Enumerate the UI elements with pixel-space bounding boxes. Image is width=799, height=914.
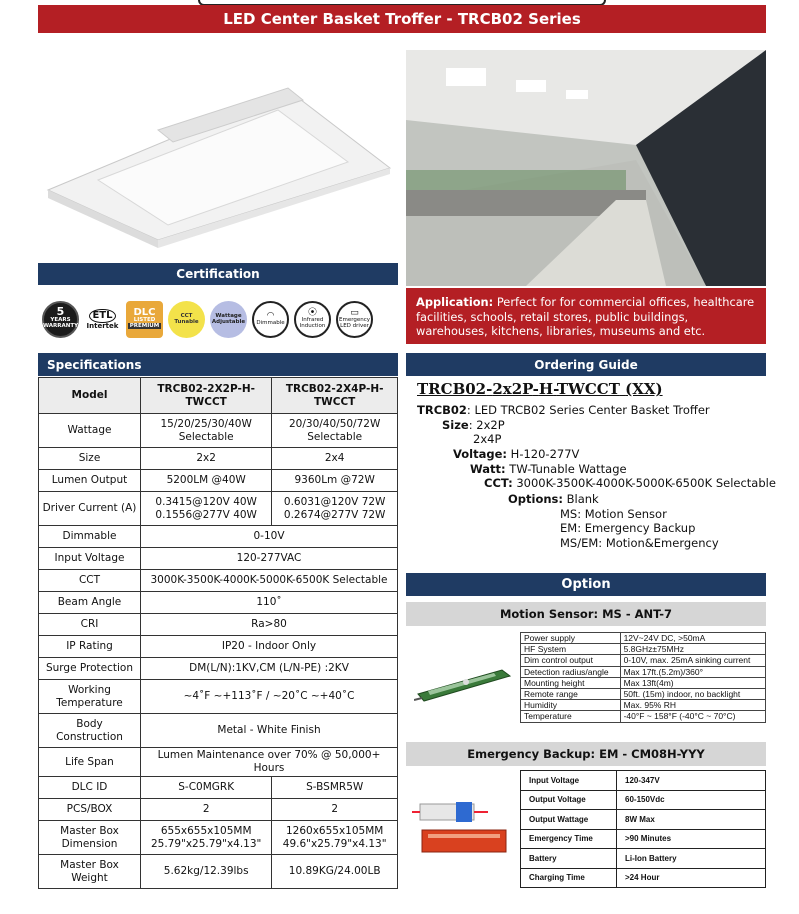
table-cell: Metal - White Finish xyxy=(141,714,398,748)
table-cell: Master Box Weight xyxy=(39,855,141,889)
table-row xyxy=(39,614,398,636)
table-row xyxy=(39,526,398,548)
table-cell: HF System xyxy=(521,644,621,655)
table-cell: CCT xyxy=(39,570,141,592)
table-row xyxy=(39,777,398,799)
table-cell: 12V~24V DC, >50mA xyxy=(620,633,765,644)
specifications-table xyxy=(38,377,398,889)
options-line: Options: Blank xyxy=(508,492,599,506)
table-cell: -40°F ~ 158°F (-40°C ~ 70°C) xyxy=(620,711,765,722)
etl-icon: ETL Intertek xyxy=(84,301,121,338)
table-row xyxy=(521,810,766,830)
table-cell: PCS/BOX xyxy=(39,799,141,821)
table-cell: >90 Minutes xyxy=(617,829,766,849)
table-row xyxy=(521,711,766,722)
certification-badges xyxy=(42,297,398,341)
table-cell: Remote range xyxy=(521,688,621,699)
emergency-backup-image xyxy=(412,800,514,858)
table-row xyxy=(521,666,766,677)
options-line-msem: MS/EM: Motion&Emergency xyxy=(560,536,719,550)
table-row xyxy=(39,592,398,614)
table-cell: Surge Protection xyxy=(39,658,141,680)
table-row xyxy=(39,448,398,470)
table-cell: Beam Angle xyxy=(39,592,141,614)
table-row xyxy=(39,714,398,748)
motion-sensor-image xyxy=(414,664,512,704)
table-row xyxy=(521,868,766,888)
code-voltage: H xyxy=(538,380,554,398)
series-line: TRCB02: LED TRCB02 Series Center Basket Troffer xyxy=(417,403,710,417)
table-row xyxy=(521,655,766,666)
table-row xyxy=(39,470,398,492)
dimmable-icon: ◠ Dimmable xyxy=(252,301,289,338)
table-row xyxy=(521,790,766,810)
table-cell: 120-347V xyxy=(617,771,766,791)
emergency-backup-title: Emergency Backup: EM - CM08H-YYY xyxy=(406,742,766,766)
code-options: (XX) xyxy=(625,380,663,398)
watt-line: Watt: TW-Tunable Wattage xyxy=(470,462,627,476)
code-sep: - xyxy=(532,380,539,398)
table-cell: 0-10V, max. 25mA sinking current xyxy=(620,655,765,666)
table-cell: Mounting height xyxy=(521,677,621,688)
wattage-adjustable-icon: Wattage Adjustable xyxy=(210,301,247,338)
application-text: Perfect for for commercial offices, healthcare facilities, schools, retail stores, public buildings, warehouses, kitchens, libraries, museums and etc. xyxy=(416,295,755,338)
table-cell: Working Temperature xyxy=(39,680,141,714)
size-line-2: 2x4P xyxy=(473,432,502,446)
table-cell: IP20 - Indoor Only xyxy=(141,636,398,658)
table-cell: Max 13ft(4m) xyxy=(620,677,765,688)
product-image xyxy=(38,50,398,250)
table-cell: Max 17ft.(5.2m)/360° xyxy=(620,666,765,677)
table-cell: S-BSMR5W xyxy=(272,777,398,799)
table-cell: Dim control output xyxy=(521,655,621,666)
infrared-induction-icon: ⦿ Infrared Induction xyxy=(294,301,331,338)
table-cell: 0.6031@120V 72W 0.2674@277V 72W xyxy=(272,492,398,526)
motion-sensor-title: Motion Sensor: MS - ANT-7 xyxy=(406,602,766,626)
table-cell: Battery xyxy=(521,849,617,869)
table-row xyxy=(521,829,766,849)
table-cell: CRI xyxy=(39,614,141,636)
table-cell: 655x655x105MM 25.79"x25.79"x4.13" xyxy=(141,821,272,855)
table-cell: 10.89KG/24.00LB xyxy=(272,855,398,889)
option-header: Option xyxy=(406,573,766,596)
code-series: TRCB02 xyxy=(417,380,487,398)
table-cell: Life Span xyxy=(39,748,141,777)
table-cell: Output Wattage xyxy=(521,810,617,830)
table-cell: Output Voltage xyxy=(521,790,617,810)
table-cell: 0-10V xyxy=(141,526,398,548)
table-cell: 60-150Vdc xyxy=(617,790,766,810)
table-cell: Temperature xyxy=(521,711,621,722)
table-cell: Power supply xyxy=(521,633,621,644)
table-row xyxy=(39,636,398,658)
table-row xyxy=(521,849,766,869)
table-cell: 8W Max xyxy=(617,810,766,830)
table-row xyxy=(39,414,398,448)
dlc-icon: DLC LISTED PREMIUM xyxy=(126,301,163,338)
code-sep: - xyxy=(553,380,557,398)
table-row xyxy=(39,821,398,855)
table-row xyxy=(521,700,766,711)
table-cell: 3000K-3500K-4000K-5000K-6500K Selectable xyxy=(141,570,398,592)
specifications-header: Specifications xyxy=(38,353,398,376)
table-cell: Li-Ion Battery xyxy=(617,849,766,869)
table-cell: 120-277VAC xyxy=(141,548,398,570)
table-row xyxy=(521,633,766,644)
table-row xyxy=(39,658,398,680)
table-header-row xyxy=(39,378,398,414)
table-cell: DLC ID xyxy=(39,777,141,799)
table-row xyxy=(521,677,766,688)
table-cell: DM(L/N):1KV,CM (L/N-PE) :2KV xyxy=(141,658,398,680)
table-cell: 50ft. (15m) indoor, no backlight xyxy=(620,688,765,699)
code-sep: - xyxy=(486,380,493,398)
office-photo xyxy=(406,50,766,286)
table-cell: Input Voltage xyxy=(521,771,617,791)
code-watt-cct: TWCCT xyxy=(556,380,620,398)
table-cell: 5.8GHz±75MHz xyxy=(620,644,765,655)
application-label: Application: xyxy=(416,295,494,309)
motion-sensor-table xyxy=(520,632,766,723)
options-line-em: EM: Emergency Backup xyxy=(560,521,696,535)
table-cell: Humidity xyxy=(521,700,621,711)
table-cell: IP Rating xyxy=(39,636,141,658)
table-row xyxy=(521,771,766,791)
table-cell: 5200LM @40W xyxy=(141,470,272,492)
page-title: LED Center Basket Troffer - TRCB02 Series xyxy=(38,5,766,33)
emergency-backup-table xyxy=(520,770,766,888)
table-row xyxy=(39,570,398,592)
emergency-driver-icon: ▭ Emergency LED driver xyxy=(336,301,373,338)
table-cell: 110˚ xyxy=(141,592,398,614)
options-line-ms: MS: Motion Sensor xyxy=(560,507,667,521)
table-cell: Dimmable xyxy=(39,526,141,548)
table-cell: Lumen Output xyxy=(39,470,141,492)
table-cell: 2x2 xyxy=(141,448,272,470)
table-cell: Wattage xyxy=(39,414,141,448)
table-row xyxy=(521,644,766,655)
table-cell: Input Voltage xyxy=(39,548,141,570)
table-cell: Charging Time xyxy=(521,868,617,888)
table-cell: Body Construction xyxy=(39,714,141,748)
cct-tunable-icon: CCT Tunable xyxy=(168,301,205,338)
table-cell: Detection radius/angle xyxy=(521,666,621,677)
table-cell: >24 Hour xyxy=(617,868,766,888)
ordering-guide xyxy=(417,380,776,573)
table-row xyxy=(39,492,398,526)
table-cell: Size xyxy=(39,448,141,470)
table-row xyxy=(39,799,398,821)
table-cell: Lumen Maintenance over 70% @ 50,000+ Hours xyxy=(141,748,398,777)
table-row xyxy=(39,748,398,777)
table-row xyxy=(39,680,398,714)
table-cell: Driver Current (A) xyxy=(39,492,141,526)
table-cell: Master Box Dimension xyxy=(39,821,141,855)
voltage-line: Voltage: H-120-277V xyxy=(453,447,580,461)
ordering-guide-header: Ordering Guide xyxy=(406,353,766,376)
table-cell: Emergency Time xyxy=(521,829,617,849)
size-line: Size: 2x2P xyxy=(442,418,505,432)
table-cell: S-C0MGRK xyxy=(141,777,272,799)
table-cell: ~4˚F ~+113˚F / ~20˚C ~+40˚C xyxy=(141,680,398,714)
table-cell: Max. 95% RH xyxy=(620,700,765,711)
table-cell: 2 xyxy=(141,799,272,821)
table-cell: 9360Lm @72W xyxy=(272,470,398,492)
table-cell: Ra>80 xyxy=(141,614,398,636)
column-header: TRCB02-2X2P-H-TWCCT xyxy=(141,378,272,414)
table-cell: 5.62kg/12.39lbs xyxy=(141,855,272,889)
part-number-code xyxy=(417,382,767,397)
table-row xyxy=(521,688,766,699)
application-box xyxy=(406,288,766,344)
code-size: 2x2P xyxy=(492,380,533,398)
cct-line: CCT: 3000K-3500K-4000K-5000K-6500K Selectable xyxy=(484,476,776,490)
specifications-body xyxy=(39,378,398,889)
table-cell: 0.3415@120V 40W 0.1556@277V 40W xyxy=(141,492,272,526)
column-header: Model xyxy=(39,378,141,414)
table-cell: 2x4 xyxy=(272,448,398,470)
table-cell: 15/20/25/30/40W Selectable xyxy=(141,414,272,448)
table-cell: 1260x655x105MM 49.6"x25.79"x4.13" xyxy=(272,821,398,855)
table-row xyxy=(39,855,398,889)
table-cell: 20/30/40/50/72W Selectable xyxy=(272,414,398,448)
table-cell: 2 xyxy=(272,799,398,821)
warranty-icon: 5 YEARS WARRANTY xyxy=(42,301,79,338)
emergency-backup-body xyxy=(521,771,766,888)
table-row xyxy=(39,548,398,570)
certification-header: Certification xyxy=(38,263,398,285)
column-header: TRCB02-2X4P-H-TWCCT xyxy=(272,378,398,414)
motion-sensor-body xyxy=(521,633,766,723)
